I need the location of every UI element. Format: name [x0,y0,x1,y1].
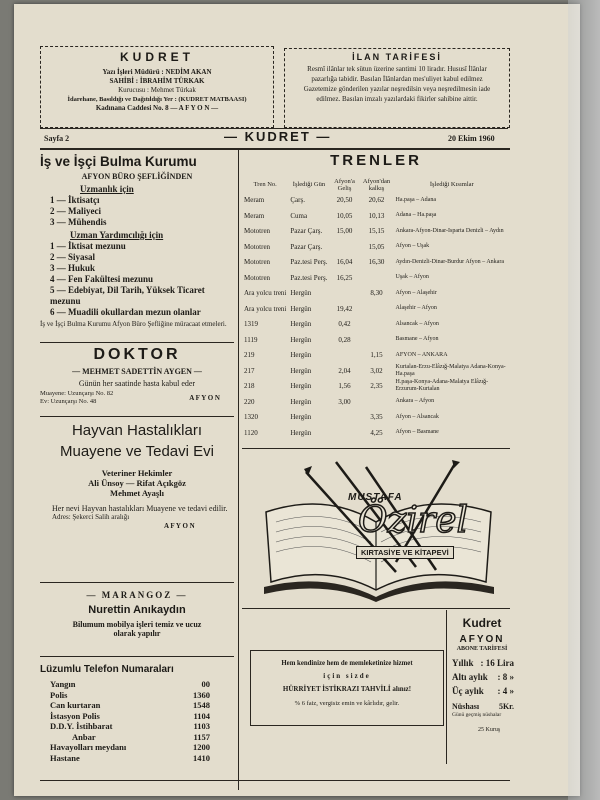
table-row: 1120 Hergün 4,25 Afyon – Basmane [244,428,439,437]
uzman-head: Uzmanlık için [80,184,134,194]
doktor-section [40,346,234,406]
table-header: Tren No. İşlediği Gün Afyon'a Geliş Afyon'dan kalkış İşlediği Kısımlar [253,177,474,192]
list-item: 3 — Mühendis [50,217,107,227]
telefon-title: Lüzumlu Telefon Numaraları [40,664,174,675]
hayvan-names: Ali Ünsoy — Rifat Açıkgöz [88,478,186,488]
masthead-box [40,46,274,128]
hayvan-title: Hayvan Hastalıkları [71,422,203,439]
list-item: Yangın 00 [50,679,210,689]
header-rule-bottom [40,148,510,150]
page-number: Sayfa 2 [44,134,70,143]
list-item: 2 — Maliyeci [50,206,101,216]
masthead-line: İdarehane, Basıldığı ve Dağıtıldığı Yer : (KUDRET MATBAASI) [67,96,247,103]
column-divider [446,610,447,764]
doktor-addr: Ev: Uzunçarşı No. 48 [40,398,97,405]
abone-section [452,616,512,735]
table-row: Mototren Paz.tesi Perş. 16,25 Uşak – Afyon [244,273,429,282]
marangoz-title: — MARANGOZ — [86,590,188,600]
divider [40,342,234,343]
table-row: 1320 Hergün 3,35 Afyon – Alsancak [244,413,439,422]
list-item: Can kurtaran 1548 [50,700,210,710]
trenler-section [242,152,510,441]
abone-list [452,656,514,698]
hurriyet-text: Hem kendinize hem de memleketinize hizmet [281,660,413,667]
abone-title: Kudret [462,616,502,630]
yard-list [50,241,234,318]
isci-subtitle: AFYON BÜRO ŞEFLİĞİNDEN [81,172,193,181]
masthead-line: Kurucusu : Mehmet Türkak [118,86,196,94]
issue-date: 20 Ekim 1960 [448,134,495,143]
divider [40,416,234,417]
hayvan-text: Her nevi Hayvan hastalıkları Muayene ve tedavi edilir. [52,504,228,513]
list-item: Havayolları meydanı 1200 [50,742,210,752]
hurriyet-text: % 6 faiz, vergisiz emin ve kârlıdır, gelir. [294,700,400,707]
table-row: 218 Hergün 1,56 2,35 H.paşa-Konya-Adana-Malatya Elâzığ-Erzurum-Kurtalan [244,379,489,393]
list-item: 1 — İktisat mezunu [50,241,126,251]
doktor-addr: Muayene: Uzunçarşı No. 82 [40,390,114,397]
list-item: 1 — İktisatçı [50,195,100,205]
hayvan-sub: Veteriner Hekimler [101,468,173,478]
table-row: Mototren Paz.tesi Perş. 16,04 16,30 Aydın-Denizli-Dinar-Burdur Afyon – Ankara [244,258,504,267]
list-item: 5 — Edebiyat, Dil Tarih, Yüksek Ticaret mezunu [50,285,205,306]
masthead-line: SAHİBİ : İBRAHİM TÜRKAK [109,77,205,85]
masthead-line: Kadınana Caddesi No. 8 — A F Y O N — [95,104,219,112]
table-row: 1119 Hergün 0,28 Basmane – Afyon [244,335,439,344]
kirtasiye-big: Özirel [358,500,469,541]
hurriyet-text: için sizde [323,672,371,680]
table-row: 219 Hergün 1,15 AFYON – ANKARA [244,351,448,360]
list-item: 2 — Siyasal [50,252,96,262]
column-divider [238,150,239,790]
list-item: Üç aylık : 4 » [452,686,514,696]
bottom-rule [40,780,510,781]
hurriyet-text: HÜRRİYET İSTİKRAZI TAHVİLİ alınız! [282,685,412,693]
trenler-table [242,177,510,441]
marangoz-name: Nurettin Anıkaydın [88,604,186,616]
list-item: D.D.Y. İstihbarat 1103 [50,721,210,731]
table-row: Meram Çarş. 20,50 20,62 Ha.paşa – Adana [244,196,437,205]
table-row: 220 Hergün 3,00 Ankara – Afyon [244,397,435,406]
list-item: 4 — Fen Fakültesi mezunu [50,274,154,284]
hayvan-city: A F Y O N [164,522,195,530]
table-row: Mototren Pazar Çarş. 15,05 Afyon – Uşak [244,242,430,251]
list-item: Yıllık : 16 Lira [452,658,514,668]
list-item: Altı aylık : 8 » [452,672,514,682]
kirtasiye-ribbon: KIRTASİYE VE KİTAPEVİ [356,546,454,559]
hurriyet-box [250,650,444,726]
telefon-section [40,664,234,763]
plastic-sleeve [568,0,600,800]
paper-name: — KUDRET — [224,129,332,144]
divider [242,608,510,609]
hayvan-addr: Adres: Şekerci Salih aralığı [52,513,130,521]
doktor-title: DOKTOR [93,346,181,363]
gecmis-value: 25 Kuruş [478,727,501,733]
hayvan-names: Mehmet Ayaşlı [110,488,164,498]
divider [40,582,234,583]
trenler-title: TRENLER [330,152,422,169]
isci-note: İş ve İşçi Bulma Kurumu Afyon Büro Şefliğine müracaat etmeleri. [40,320,227,328]
yard-head: Uzman Yardımcılığı için [70,230,164,240]
newspaper-page [14,4,580,796]
list-item: 6 — Muadili okullardan mezun olanlar [50,307,201,317]
divider [40,656,234,657]
hayvan-section [40,422,234,531]
list-item: Polis 1360 [50,689,210,700]
divider [242,448,510,449]
list-item: Hastane 1410 [50,752,210,763]
hayvan-title: Muayene ve Tedavi Evi [60,443,214,460]
ilan-text: Resmî ilânlar tek sütun üzerine santimi 10 liradır. Hususî İlânlar pazarlığa tabidir. Basılan İlânlardan mes'uliyet kabul edilmez Gazetemize gönderilen yazılar neşredilsin veya neşredilmesin iade edilmez. Basılan imzalı yazılardaki fikirler sahibine aittir. [303,65,491,103]
table-row: Ara yolcu treni Hergün 19,42 Alaşehir – Afyon [244,304,437,313]
abone-sub: ABONE TARİFESİ [456,646,508,652]
isci-section [40,154,234,329]
doktor-city: A F Y O N [189,393,220,402]
table-row: Mototren Pazar Çarş. 15,00 15,15 Ankara-Afyon-Dinar-Isparta Denizli – Aydın [244,227,504,236]
isci-title: İş ve İşçi Bulma Kurumu [40,154,197,169]
table-row: 217 Hergün 2,04 3,02 Kurtalan-Erzu-Elâzığ-Malatya Adana-Konya-Ha.paşa [244,363,506,377]
list-item: Anbar 1157 [72,731,210,742]
kirtasiye-ad [246,452,508,602]
nusha-value: 5Kr. [498,702,514,711]
masthead-line: Yazı İşleri Müdürü : NEDİM AKAN [102,68,212,76]
table-row: Meram Cuma 10,05 10,13 Adana – Ha.paşa [244,211,437,220]
abone-city: AFYON [459,634,505,645]
doktor-text: Günün her saatinde hasta kabul eder [78,379,196,388]
nusha-label: Nüshası [452,702,480,711]
ilan-title: İLAN TARİFESİ [352,52,442,62]
list-item: 3 — Hukuk [50,263,96,273]
marangoz-text: Bilumum mobilya işleri temiz ve ucuz olarak yapılır [72,620,202,638]
marangoz-section [40,590,234,638]
gecmis-label: Günü geçmiş nüshalar [452,712,502,718]
ilan-tarifesi-box [284,48,510,128]
table-row: Ara yolcu treni Hergün 8,30 Afyon – Alaşehir [244,289,437,298]
list-item: İstasyon Polis 1104 [50,710,210,721]
telefon-list [50,679,210,763]
masthead-title: KUDRET [120,50,194,64]
kirtasiye-small: MUSTAFA [348,492,403,503]
doktor-name: — MEHMET SADETTİN AYGEN — [72,367,202,376]
table-row: 1319 Hergün 0,42 Alsancak – Afyon [244,320,439,329]
uzman-list [50,195,234,228]
